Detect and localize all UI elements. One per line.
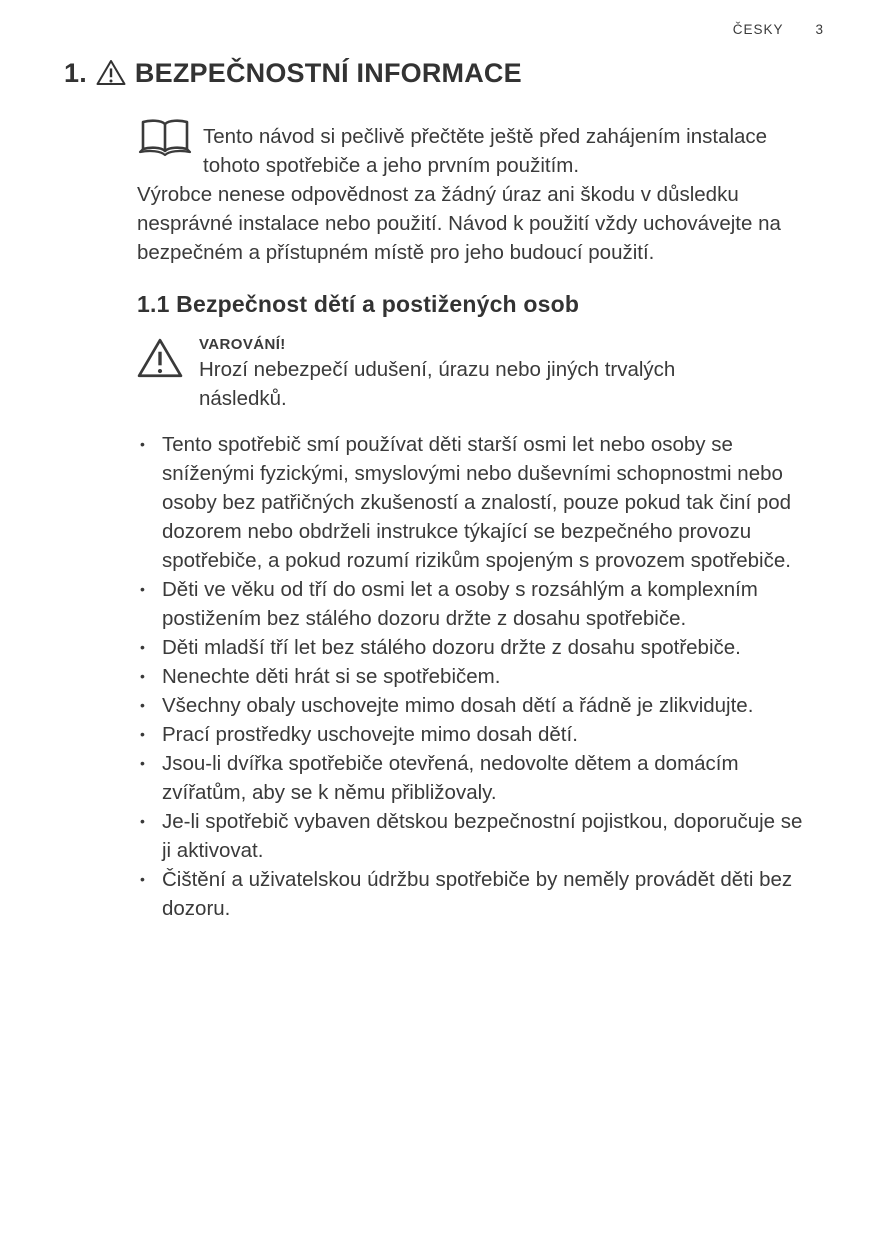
safety-bullet-list	[137, 430, 809, 923]
intro-paragraph-2: Výrobce nenese odpovědnost za žádný úraz ani škodu v důsledku nesprávné instalace nebo použití. Návod k použití vždy uchovávejte na bezpečném a přístupném místě pro jeho budoucí použití.	[137, 183, 781, 264]
safety-bullet-item: • Jsou-li dvířka spotřebiče otevřená, nedovolte dětem a domácím zvířatům, aby se k němu přibližovaly.	[137, 749, 809, 807]
safety-bullet-item: • Všechny obaly uschovejte mimo dosah dětí a řádně je zlikvidujte.	[137, 691, 809, 720]
language-label: ČESKY	[732, 22, 784, 37]
section-title	[64, 58, 522, 89]
safety-bullet-item: • Děti mladší tří let bez stálého dozoru držte z dosahu spotřebiče.	[137, 633, 809, 662]
safety-bullet-item: • Tento spotřebič smí používat děti starší osmi let nebo osoby se sníženými fyzickými, smyslovými nebo duševními schopnostmi nebo osoby bez patřičných zkušeností a znalostí, pouze pokud tak činí pod dozorem nebo obdrželi instrukce týkající se bezpečného provozu spotřebiče, a pokud rozumí rizikům spojeným s provozem spotřebiče.	[137, 430, 809, 575]
open-book-icon	[137, 116, 193, 158]
page-header	[733, 22, 824, 37]
section-title-text: BEZPEČNOSTNÍ INFORMACE	[134, 58, 522, 88]
warning-triangle-icon	[96, 59, 126, 86]
warning-block	[137, 335, 809, 413]
intro-paragraph-1: Tento návod si pečlivě přečtěte ještě před zahájením instalace tohoto spotřebiče a jeho prvním použitím.	[203, 125, 768, 177]
page-number: 3	[815, 22, 824, 37]
safety-bullet-item: • Prací prostředky uschovejte mimo dosah dětí.	[137, 720, 809, 749]
safety-bullet-item: • Nenechte děti hrát si se spotřebičem.	[137, 662, 809, 691]
page-content	[137, 122, 809, 923]
warning-text: Hrozí nebezpečí udušení, úrazu nebo jiných trvalých následků.	[199, 358, 676, 410]
warning-body	[199, 335, 744, 413]
intro-block	[137, 122, 809, 267]
safety-bullet-item: • Čištění a uživatelskou údržbu spotřebiče by neměly provádět děti bez dozoru.	[137, 865, 809, 923]
warning-triangle-icon	[137, 337, 183, 379]
subsection-title: 1.1 Bezpečnost dětí a postižených osob	[137, 291, 580, 317]
safety-bullet-item: • Děti ve věku od tří do osmi let a osoby s rozsáhlým a komplexním postižením bez stálého dozoru držte z dosahu spotřebiče.	[137, 575, 809, 633]
safety-bullet-item: • Je-li spotřebič vybaven dětskou bezpečnostní pojistkou, doporučuje se ji aktivovat.	[137, 807, 809, 865]
warning-label: VAROVÁNÍ!	[199, 336, 286, 353]
section-number: 1.	[64, 58, 87, 88]
